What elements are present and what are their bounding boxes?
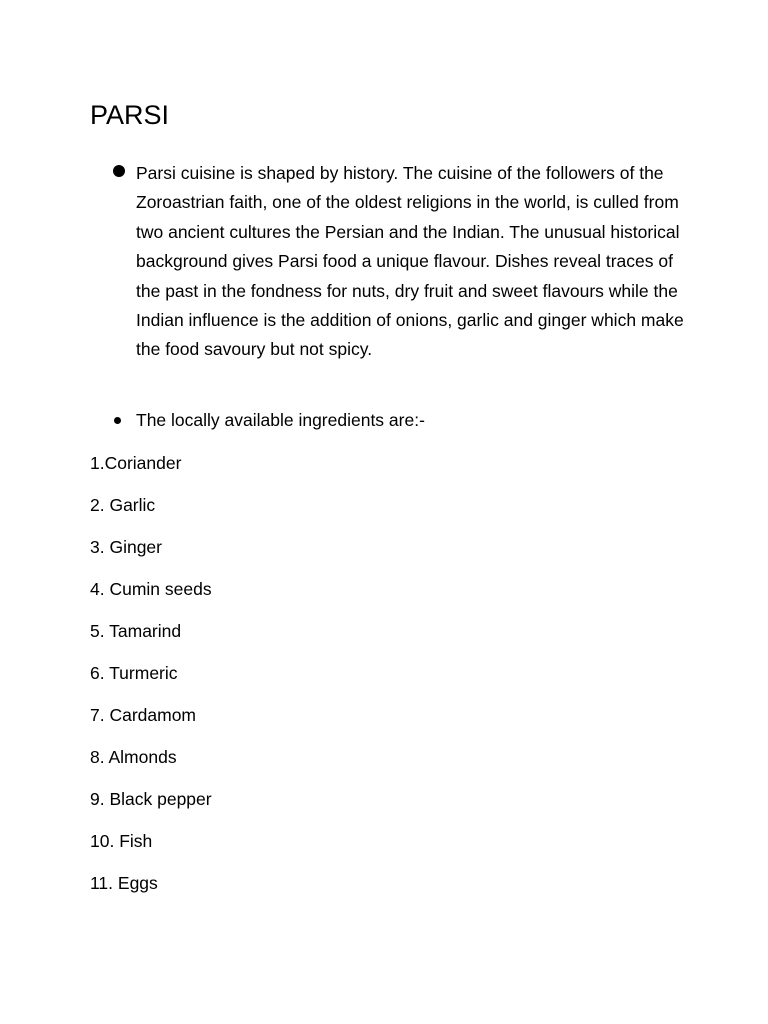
bullet-marker [114,417,121,424]
list-item: 7. Cardamom [90,705,197,725]
list-item: 4. Cumin seeds [90,579,212,599]
list-item: 1.Coriander [90,453,182,473]
history-paragraph: Parsi cuisine is shaped by history. The cuisine of the followers of the Zoroastrian faith, one of the oldest religions in the world, is culled from two ancient cultures the Persian and the Indian. The unusual historical background gives Parsi food a unique flavour. Dishes reveal traces of the past in the fondness for nuts, dry fruit and sweet flavours while the Indian influence is the addition of onions, garlic and ginger which make the food savoury but not spicy. [136,163,684,360]
list-item: 6. Turmeric [90,663,178,683]
page-title: PARSI [90,100,170,130]
list-item: 11. Eggs [90,873,158,893]
list-item: 9. Black pepper [90,789,212,809]
list-item: 2. Garlic [90,495,156,515]
bullet-marker [113,165,125,177]
list-item: 5. Tamarind [90,621,182,641]
list-item: 10. Fish [90,831,153,851]
list-item: 8. Almonds [90,747,177,767]
list-item: 3. Ginger [90,537,162,557]
ingredients-list [90,449,212,911]
ingredients-intro: The locally available ingredients are:- [136,410,425,430]
